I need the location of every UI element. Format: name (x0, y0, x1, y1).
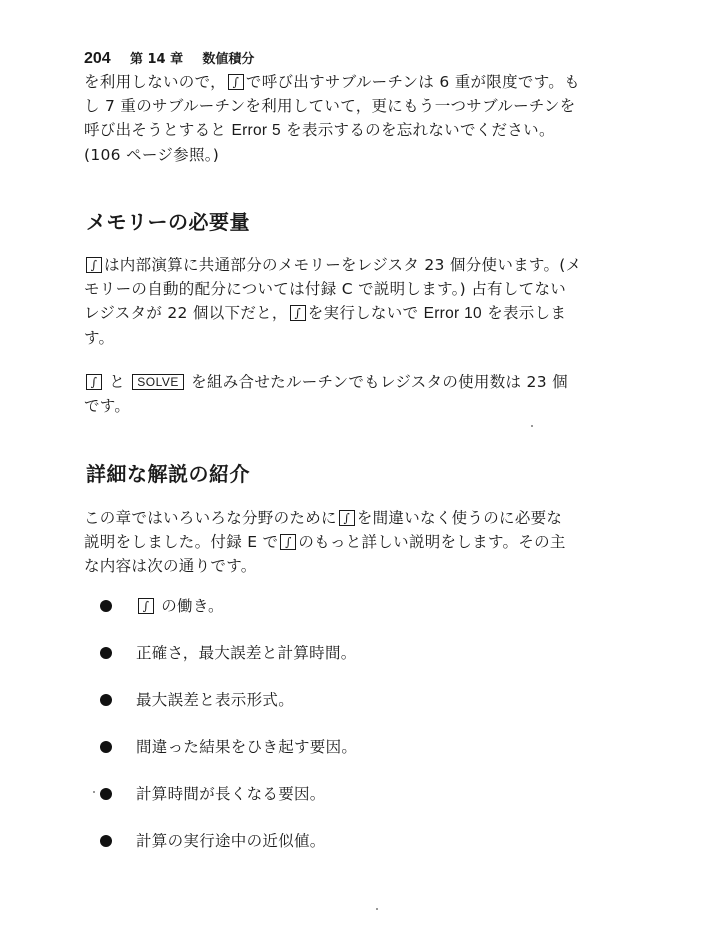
section-heading-memory: メモリーの必要量 (86, 210, 250, 234)
scan-speck (376, 908, 378, 910)
bullet-icon (100, 647, 112, 659)
integral-key-icon: ∫ (228, 74, 244, 90)
text-line (84, 301, 608, 326)
list-item-text: 正確さ，最大誤差と計算時間。 (136, 644, 357, 662)
intro-paragraph (84, 70, 608, 167)
integral-key-icon: ∫ (280, 534, 296, 550)
error-code: Error 5 (231, 122, 281, 139)
chapter-title: 数値積分 (202, 52, 255, 67)
text-span: レジスタが 22 個以下だと， (84, 304, 288, 322)
scan-speck (531, 425, 533, 427)
text-line (84, 530, 608, 554)
text-span: を実行しないで (307, 304, 419, 322)
text-span: な内容は次の通りです。 (84, 557, 257, 575)
section-heading-details: 詳細な解説の紹介 (86, 462, 250, 486)
text-span: この章ではいろいろな分野のために (84, 509, 337, 527)
text-line (84, 370, 608, 394)
text-span: を間違いなく使うのに必要な (356, 509, 563, 527)
text-line (84, 143, 608, 167)
text-span: 説明をしました。付録 E で (84, 533, 279, 551)
text-line (84, 394, 608, 418)
memory-paragraph (84, 253, 608, 350)
text-line (84, 253, 608, 277)
list-item-text (136, 595, 224, 617)
text-line (84, 554, 608, 578)
list-item-text: 最大誤差と表示形式。 (136, 691, 295, 709)
text-line (84, 277, 608, 301)
text-line (84, 118, 608, 143)
integral-key-icon: ∫ (138, 598, 154, 614)
text-span: を利用しないので， (84, 73, 226, 91)
text-span: を組み合せたルーチンでもレジスタの使用数は 23 個 (191, 373, 568, 391)
chapter-number: 第 14 章 (129, 52, 184, 67)
integral-key-icon: ∫ (86, 257, 102, 273)
bullet-icon (100, 835, 112, 847)
list-item-text: 間違った結果をひき起す要因。 (136, 738, 358, 756)
text-span: と (109, 373, 126, 391)
integral-key-icon: ∫ (339, 510, 355, 526)
solve-paragraph (84, 370, 608, 418)
text-span: です。 (84, 397, 131, 415)
text-span: の働き。 (161, 597, 224, 615)
integral-key-icon: ∫ (86, 374, 102, 390)
text-line (84, 94, 608, 118)
error-code: Error 10 (423, 305, 482, 322)
list-item-text: 計算の実行途中の近似値。 (136, 832, 326, 850)
text-span: を表示しま (487, 304, 567, 322)
integral-key-icon: ∫ (290, 305, 306, 321)
text-span: モリーの自動的配分については付録 C で説明します。) 占有してない (84, 280, 567, 298)
list-item-text: 計算時間が長くなる要因。 (136, 785, 326, 803)
text-span: で呼び出すサブルーチンは 6 重が限度です。も (245, 73, 580, 91)
running-header (84, 48, 254, 68)
page-reference: (106 ページ参照。) (84, 146, 220, 164)
text-span: 呼び出そうとすると (84, 121, 227, 139)
bullet-icon (100, 788, 112, 800)
scan-speck (93, 791, 95, 793)
solve-key-icon: SOLVE (132, 374, 184, 390)
bullet-icon (100, 741, 112, 753)
bullet-icon (100, 600, 112, 612)
details-paragraph (84, 506, 608, 578)
text-span: す。 (84, 329, 115, 347)
text-span: を表示するのを忘れないでください。 (286, 121, 555, 139)
page-number: 204 (84, 50, 111, 67)
bullet-icon (100, 694, 112, 706)
text-line (84, 506, 608, 530)
text-span: のもっと詳しい説明をします。その主 (298, 533, 566, 551)
text-line (84, 326, 608, 350)
text-span: は内部演算に共通部分のメモリーをレジスタ 23 個分使います。(メ (104, 256, 582, 274)
text-line (84, 70, 608, 94)
text-span: し 7 重のサブルーチンを利用していて，更にもう一つサブルーチンを (84, 97, 576, 115)
